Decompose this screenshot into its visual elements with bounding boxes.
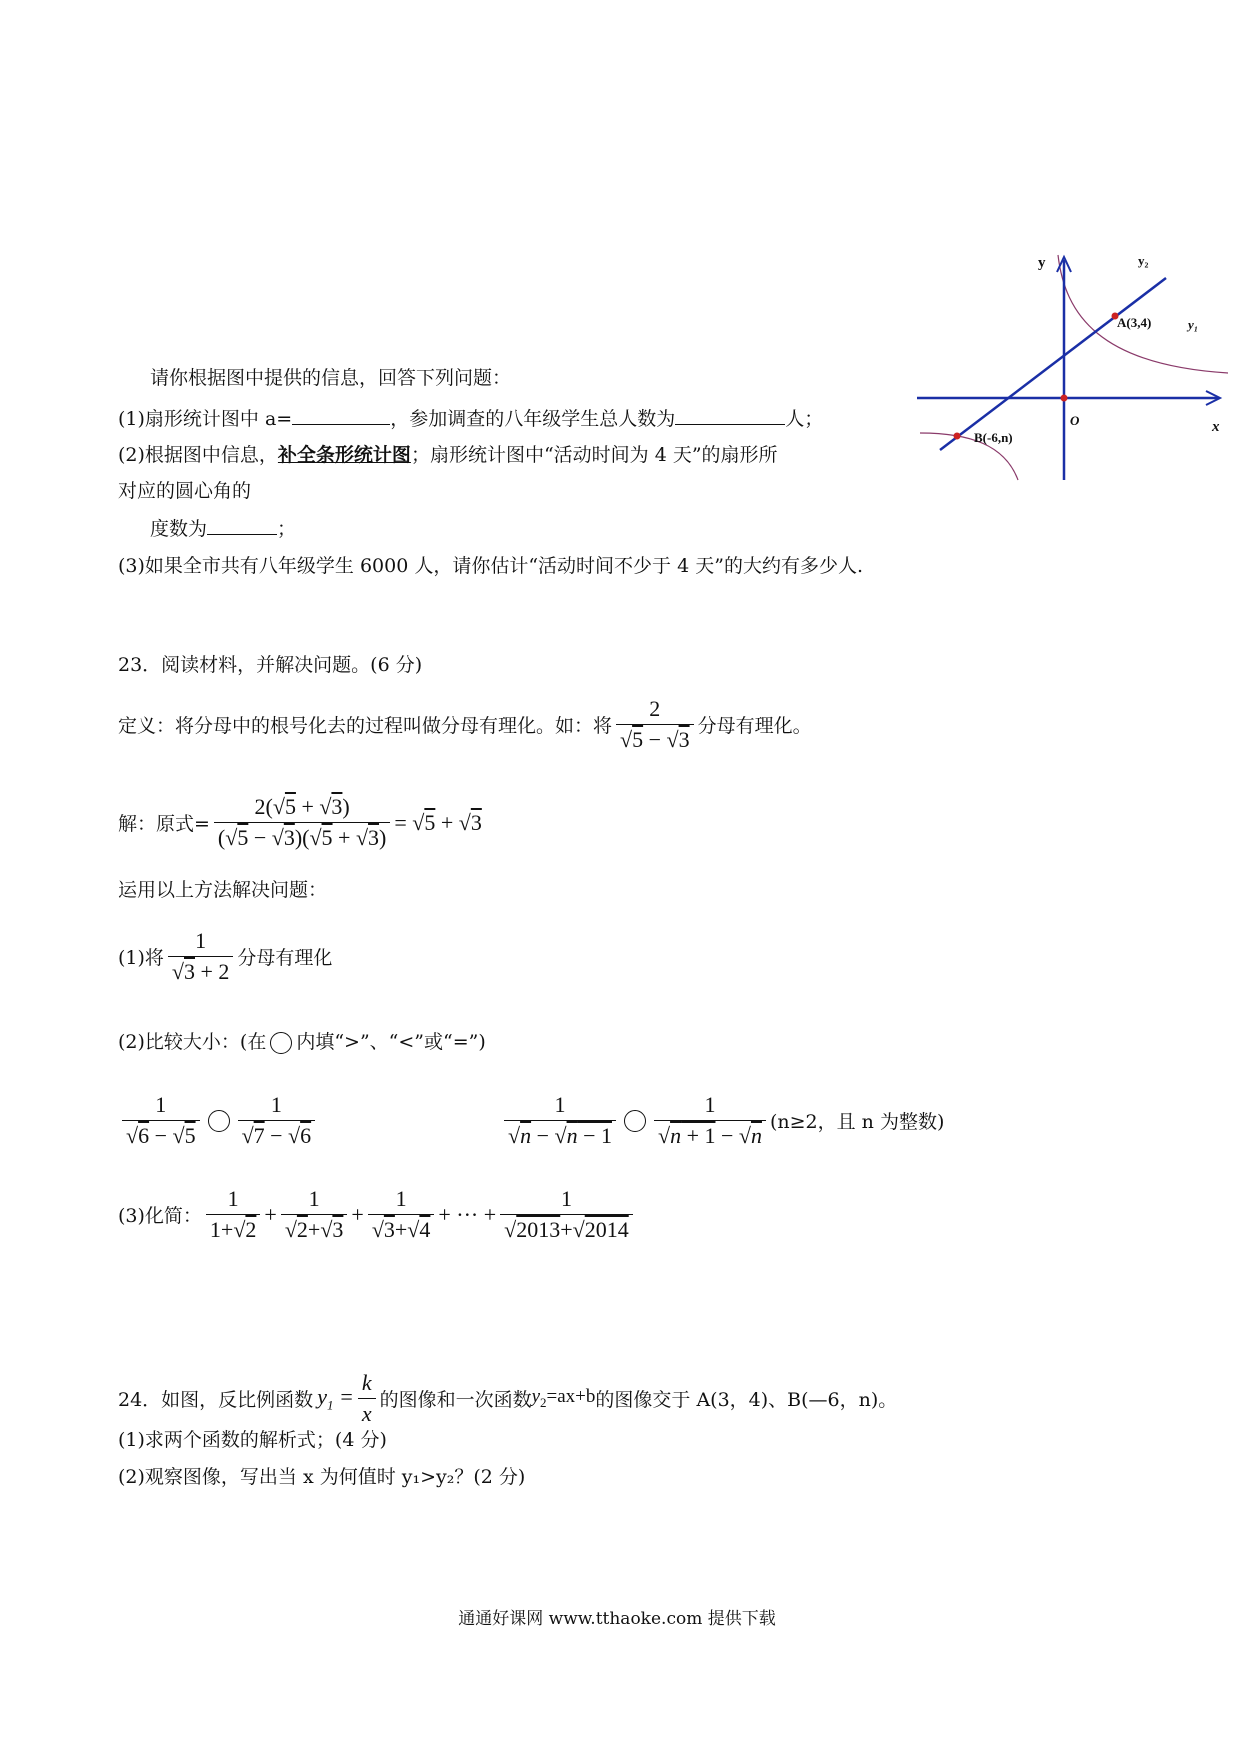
q22-part2-cont: 对应的圆心角的 (118, 480, 252, 502)
frac-example: $\frac{2}{√5 - √3}$ (616, 696, 694, 753)
point-b-label: B(-6,n) (974, 430, 1013, 445)
frac-k-over-x: $\frac{k}{x}$ (358, 1370, 376, 1427)
y-axis-label: y (1038, 255, 1046, 271)
q22-part2: (2)根据图中信息，补全条形统计图；扇形统计图中“活动时间为 4 天”的扇形所 (118, 444, 778, 466)
compare-circle-1[interactable] (208, 1110, 230, 1132)
q24-part1: (1)求两个函数的解析式；(4 分) (118, 1429, 387, 1451)
compare-circle-icon (270, 1032, 292, 1054)
q24-title: 24．如图，反比例函数 $y_1$ = $\frac{k}{x}$ 的图像和一次函数 $y_2=ax+b$ 的图像交于 A(3，4)、B(—6，n)。 (118, 1370, 898, 1426)
q23-title: 23．阅读材料，并解决问题。(6 分) (118, 654, 423, 676)
q23-solution: 解：原式= $\frac{2(√5 + √3)}{(√5 - √3)(√5 + √3)}$ = √5 + √3 (118, 794, 482, 850)
origin-dot (1061, 395, 1068, 402)
q23-use: 运用以上方法解决问题： (118, 879, 328, 901)
q22-part3: (3)如果全市共有八年级学生 6000 人，请你估计“活动时间不少于 4 天”的大约有多少人. (118, 555, 863, 577)
q23-definition: 定义：将分母中的根号化去的过程叫做分母有理化。如：将 $\frac{2}{√5 - √3}$ 分母有理化。 (118, 696, 812, 752)
q23-part2: (2)比较大小：(在 内填“>”、“<”或“=”) (118, 1031, 486, 1053)
frac-compare-1: $\frac{1}{√6 - √5}$ (122, 1092, 200, 1149)
frac-sum-1: $\frac{1}{1+√2}$ (206, 1186, 260, 1243)
y1-label: y₁ (1188, 317, 1199, 332)
frac-p1: $\frac{1}{√3 + 2}$ (168, 928, 234, 985)
function-graph (910, 245, 1230, 485)
blank-degree[interactable] (207, 516, 277, 535)
frac-compare-3: $\frac{1}{√n - √n - 1}$ (504, 1092, 616, 1149)
hyperbola-q1 (1058, 255, 1228, 373)
blank-total[interactable] (675, 406, 785, 425)
y2-label: y₂ (1138, 253, 1149, 268)
x-axis-label: x (1212, 419, 1220, 435)
blank-a[interactable] (292, 406, 390, 425)
linear-line-y2 (940, 278, 1166, 450)
q22-intro: 请你根据图中提供的信息，回答下列问题： (150, 367, 512, 389)
q22-part1: (1)扇形统计图中 a= ，参加调查的八年级学生总人数为 人； (118, 408, 824, 430)
q23-compare-left (118, 1092, 319, 1149)
frac-solution: $\frac{2(√5 + √3)}{(√5 - √3)(√5 + √3)}$ (214, 794, 390, 851)
q23-part3: (3)化简： $\frac{1}{1+√2}$ + $\frac{1}{√2+√3}$ + $\frac{1}{√3+√4}$ + ··· + $\frac{1}{√2013+√2014}$ (118, 1186, 637, 1243)
origin-label: O (1070, 413, 1080, 428)
point-b (954, 433, 961, 440)
q23-compare-right: $\frac{1}{√n - √n - 1}$ $\frac{1}{√n + 1 - √n}$ (n≥2，且 n 为整数) (500, 1092, 944, 1149)
frac-compare-2: $\frac{1}{√7 - √6}$ (238, 1092, 316, 1149)
frac-sum-last: $\frac{1}{√2013+√2014}$ (500, 1186, 633, 1243)
q23-part1: (1)将 $\frac{1}{√3 + 2}$ 分母有理化 (118, 928, 333, 984)
frac-sum-2: $\frac{1}{√2+√3}$ (281, 1186, 348, 1243)
frac-compare-4: $\frac{1}{√n + 1 - √n}$ (654, 1092, 766, 1149)
complete-bar-chart-text: 补全条形统计图 (277, 444, 411, 466)
page-footer: 通通好课网 www.tthaoke.com 提供下载 (458, 1609, 776, 1629)
point-a-label: A(3,4) (1117, 315, 1152, 330)
compare-circle-2[interactable] (624, 1110, 646, 1132)
q24-part2: (2)观察图像，写出当 x 为何值时 y₁>y₂？(2 分) (118, 1466, 526, 1488)
frac-sum-3: $\frac{1}{√3+√4}$ (368, 1186, 435, 1243)
q22-part2-degree: 度数为 ； (150, 518, 297, 540)
